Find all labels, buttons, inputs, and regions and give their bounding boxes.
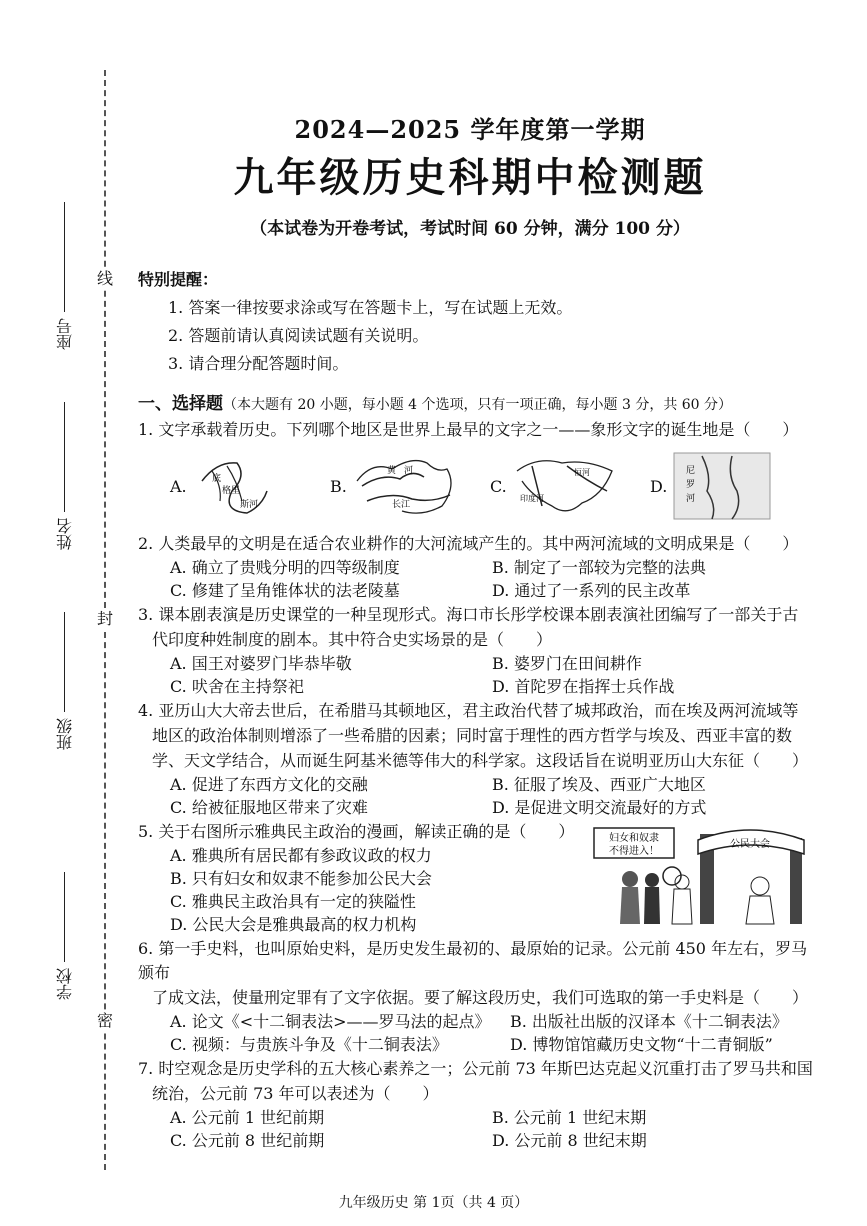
option-d[interactable]: D. 通过了一系列的民主改革: [492, 581, 691, 600]
map-option-d[interactable]: [650, 451, 810, 521]
map-label: 底: [212, 474, 222, 484]
exam-subtitle: （本试卷为开卷考试，考试时间 60 分钟，满分 100 分）: [250, 219, 690, 239]
option-d[interactable]: D. 博物馆馆藏历史文物“十二青铜版”: [510, 1035, 773, 1054]
exam-year: 2024—2025 学年度第一学期: [294, 115, 646, 144]
question-2-options: [138, 556, 818, 602]
map-label: 尼: [686, 466, 696, 476]
question-5-block: [138, 820, 818, 936]
map-label: 黄: [387, 466, 397, 476]
class-field: [40, 600, 90, 750]
question-4-line2: 地区的政治体制则增添了一些希腊的因素；同时富于理性的西方哲学与埃及、西亚丰富的数: [152, 726, 793, 745]
india-rivers-map: [512, 451, 622, 521]
map-option-a[interactable]: [170, 451, 330, 521]
seat-number-field: [40, 190, 90, 350]
question-7-line1: 7. 时空观念是历史学科的五大核心素养之一；公元前 73 年斯巴达克起义沉重打击了罗马共和国: [138, 1059, 813, 1078]
option-c[interactable]: C. 给被征服地区带来了灾难: [170, 798, 368, 817]
seat-number-blank[interactable]: [65, 202, 66, 312]
option-b[interactable]: B. 征服了埃及、西亚广大地区: [492, 775, 706, 794]
binding-word-xian: 线: [96, 269, 113, 288]
cartoon-sign-line2: 不得进入！: [609, 846, 659, 857]
map-label: 恒河: [574, 468, 590, 477]
map-label: 河: [404, 466, 414, 476]
question-4-options: [138, 773, 818, 819]
exam-title: 九年级历史科期中检测题: [233, 155, 707, 201]
binding-word-feng: 封: [96, 609, 113, 628]
option-a[interactable]: A. 国王对婆罗门毕恭毕敬: [170, 654, 352, 673]
question-3-line1: 3. 课本剧表演是历史课堂的一种呈现形式。海口市长彤学校课本剧表演社团编写了一部关于古: [138, 605, 799, 624]
seat-number-label: 座号: [55, 318, 75, 350]
option-c[interactable]: C. 公元前 8 世纪前期: [170, 1131, 325, 1150]
cartoon-gate-label: 公民大会: [730, 839, 770, 850]
option-letter: D.: [650, 476, 668, 496]
option-d[interactable]: D. 公民大会是雅典最高的权力机构: [170, 915, 417, 934]
question-6-line2: 了成文法，使量刑定罪有了文字依据。要了解这段历史，我们可选取的第一手史料是（ ）: [152, 988, 809, 1007]
option-a[interactable]: A. 公元前 1 世纪前期: [170, 1108, 325, 1127]
option-letter: A.: [170, 476, 187, 496]
map-label: 罗: [686, 480, 696, 490]
option-d[interactable]: D. 是促进文明交流最好的方式: [492, 798, 707, 817]
section-heading: [138, 392, 818, 417]
option-b[interactable]: B. 出版社出版的汉译本《十二铜表法》: [510, 1012, 788, 1031]
page-footer: 九年级历史 第 1页（共 4 页）: [338, 1195, 529, 1211]
question-5: 5. 关于右图所示雅典民主政治的漫画，解读正确的是（ ）: [138, 822, 575, 841]
question-4-line3: 学、天文学结合，从而诞生阿基米德等伟大的科学家。这段话旨在说明亚历山大东征（ ）: [152, 751, 809, 770]
school-field: [40, 860, 90, 1000]
notice-item: 2. 答题前请认真阅读试题有关说明。: [168, 326, 429, 345]
section-title: 一、选择题: [138, 394, 223, 414]
name-label: 姓名: [55, 518, 75, 550]
map-label: 斯河: [240, 500, 259, 510]
map-label: 长江: [392, 500, 411, 510]
option-b[interactable]: B. 婆罗门在田间耕作: [492, 654, 642, 673]
option-b[interactable]: B. 只有妇女和奴隶不能参加公民大会: [170, 869, 432, 888]
map-label: 河: [686, 494, 696, 504]
name-blank[interactable]: [65, 402, 66, 512]
option-d[interactable]: D. 公元前 8 世纪末期: [492, 1131, 647, 1150]
athens-democracy-cartoon: [590, 824, 812, 930]
option-c[interactable]: C. 视频：与贵族斗争及《十二铜表法》: [170, 1035, 448, 1054]
question-1-maps: [138, 446, 818, 526]
map-option-c[interactable]: [490, 451, 650, 521]
option-d[interactable]: D. 首陀罗在指挥士兵作战: [492, 677, 675, 696]
map-label: 印度河: [520, 494, 544, 503]
option-c[interactable]: C. 吠舍在主持祭祀: [170, 677, 304, 696]
class-label: 班级: [55, 718, 75, 750]
option-c[interactable]: C. 雅典民主政治具有一定的狭隘性: [170, 892, 416, 911]
notice-item: 1. 答案一律按要求涂或写在答题卡上，写在试题上无效。: [168, 298, 573, 317]
question-1: 1. 文字承载着历史。下列哪个地区是世界上最早的文字之一——象形文字的诞生地是（ ）: [138, 420, 799, 439]
school-label: 学校: [55, 968, 75, 1000]
binding-word-mi: 密: [96, 1011, 113, 1030]
cartoon-sign-line1: 妇女和奴隶: [609, 833, 659, 844]
mesopotamia-map: [192, 451, 292, 521]
class-blank[interactable]: [65, 612, 66, 712]
school-blank[interactable]: [65, 872, 66, 962]
option-a[interactable]: A. 促进了东西方文化的交融: [170, 775, 368, 794]
name-field: [40, 390, 90, 550]
question-6-line1: 6. 第一手史料，也叫原始史料，是历史发生最初的、最原始的记录。公元前 450 年左右，罗马颁布: [138, 939, 808, 982]
map-option-b[interactable]: [330, 451, 490, 521]
question-3-line2: 代印度种姓制度的剧本。其中符合史实场景的是（ ）: [152, 630, 553, 649]
question-3-options: [138, 652, 818, 698]
notice-block: [138, 266, 572, 378]
notice-item: 3. 请合理分配答题时间。: [168, 354, 349, 373]
section-note: （本大题有 20 小题，每小题 4 个选项，只有一项正确，每小题 3 分，共 60 分）: [223, 397, 733, 413]
option-b[interactable]: B. 公元前 1 世纪末期: [492, 1108, 647, 1127]
questions: [138, 392, 818, 1152]
option-a[interactable]: A. 确立了贵贱分明的四等级制度: [170, 558, 400, 577]
option-letter: B.: [330, 476, 347, 496]
question-2: 2. 人类最早的文明是在适合农业耕作的大河流域产生的。其中两河流域的文明成果是（ ）: [138, 534, 799, 553]
question-7-options: [138, 1106, 818, 1152]
question-7-line2: 统治，公元前 73 年可以表述为（ ）: [152, 1084, 439, 1103]
option-c[interactable]: C. 修建了呈角锥体状的法老陵墓: [170, 581, 400, 600]
option-a[interactable]: A. 雅典所有居民都有参政议政的权力: [170, 846, 432, 865]
nile-map: [672, 451, 772, 521]
notice-title: 特别提醒：: [138, 270, 219, 289]
option-b[interactable]: B. 制定了一部较为完整的法典: [492, 558, 706, 577]
option-letter: C.: [490, 476, 507, 496]
china-rivers-map: [352, 451, 462, 521]
question-4-line1: 4. 亚历山大大帝去世后，在希腊马其顿地区，君主政治代替了城邦政治，而在埃及两河流域等: [138, 701, 799, 720]
question-6-options: [138, 1010, 818, 1056]
option-a[interactable]: A. 论文《<十二铜表法>——罗马法的起点》: [170, 1012, 491, 1031]
map-label: 格里: [222, 486, 241, 496]
